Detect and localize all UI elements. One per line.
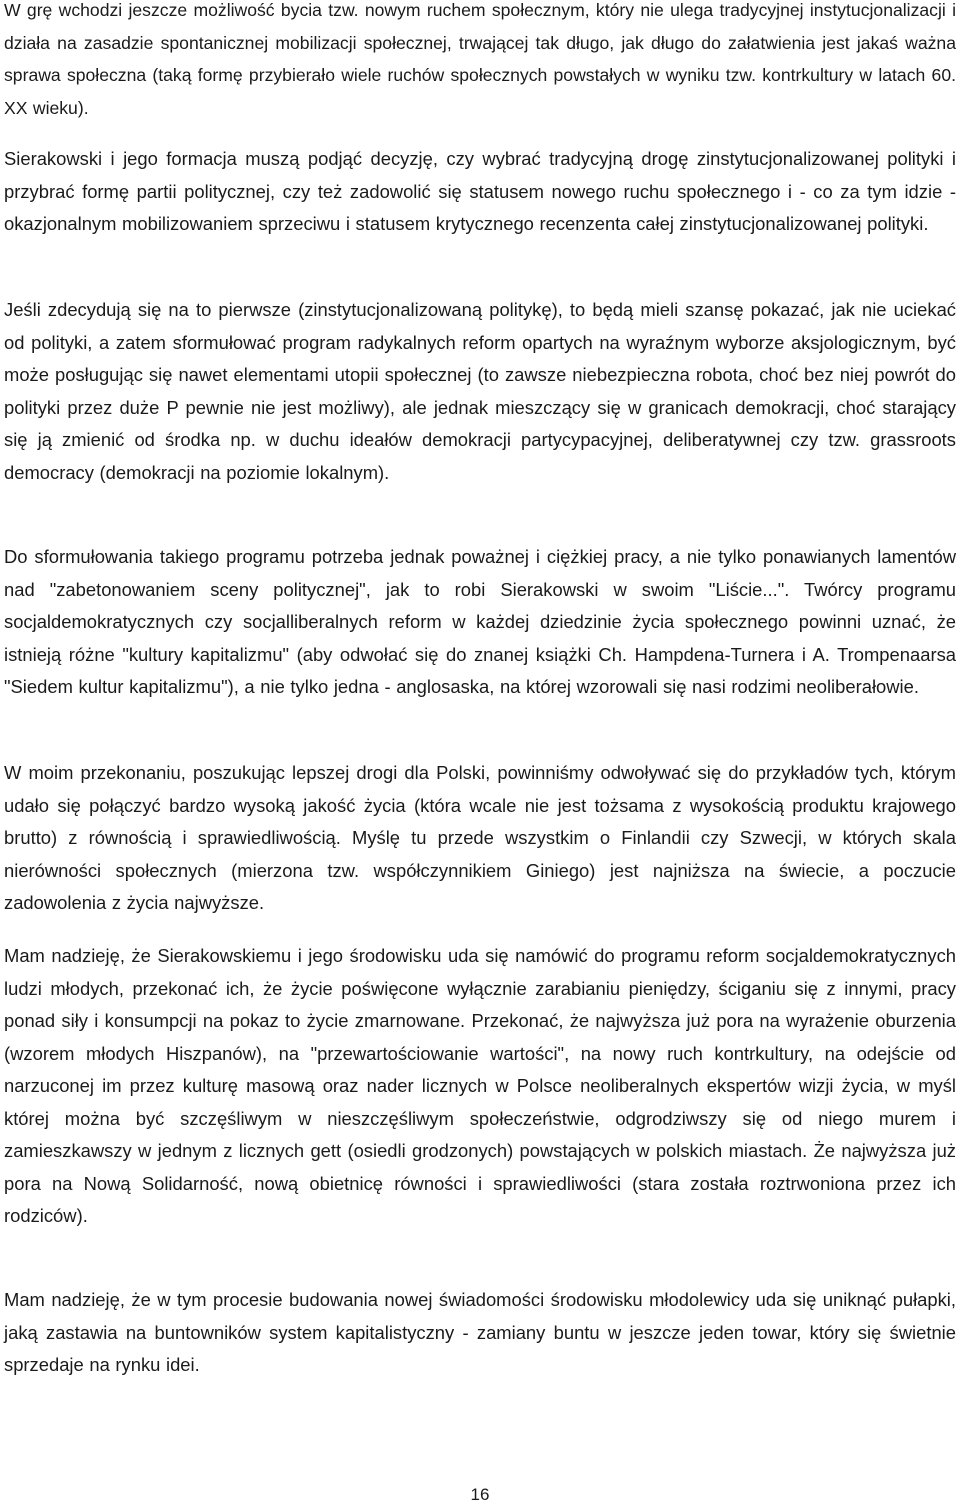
paragraph-1: W grę wchodzi jeszcze możliwość bycia tzw. nowym ruchem społecznym, który nie ulega tradycyjnej instytucjonalizacji i działa na zasadzie spontanicznej mobilizacji społecznej, trwającej tak długo, jak długo do załatwienia jest jakaś ważna sprawa społeczna (taką formę przybierało wiele ruchów społecznych powstałych w wyniku tzw. kontrkultury w latach 60. XX wieku). xyxy=(4,0,956,118)
paragraph-7: Mam nadzieję, że w tym procesie budowania nowej świadomości środowisku młodolewicy uda się uniknąć pułapki, jaką zastawia na buntowników system kapitalistyczny - zamiany buntu w jeszcze jeden towar, który się świetnie sprzedaje na rynku idei. xyxy=(4,1289,956,1375)
paragraph-6: Mam nadzieję, że Sierakowskiemu i jego środowisku uda się namówić do programu reform socjaldemokratycznych ludzi młodych, przekonać ich, że życie poświęcone wyłącznie zarabianiu pieniędzy, ściganiu się z innymi, pracy ponad siły i konsumpcji na pokaz to życie zmarnowane. Przekonać, że najwyższa już pora na wyrażenie oburzenia (wzorem młodych Hiszpanów), na "przewartościowanie wartości", na nowy ruch kontrkultury, na odejście od narzuconej im przez kulturę masową oraz nader licznych w Polsce neoliberalnych ekspertów wizji życia, w myśl której można być szczęśliwym w nieszczęśliwym społeczeństwie, odgrodziwszy się od niego murem i zamieszkawszy w jednym z licznych gett (osiedli grodzonych) powstających w polskich miastach. Że najwyższa już pora na Nową Solidarność, nową obietnicę równości i sprawiedliwości (stara została roztrwoniona przez ich rodziców). xyxy=(4,945,956,1226)
paragraph-5: W moim przekonaniu, poszukując lepszej drogi dla Polski, powinniśmy odwoływać się do przykładów tych, którym udało się połączyć bardzo wysoką jakość życia (która wcale nie jest tożsama z wysokością produktu krajowego brutto) z równością i sprawiedliwością. Myślę tu przede wszystkim o Finlandii czy Szwecji, w których skala nierówności społecznych (mierzona tzw. współczynnikiem Giniego) jest najniższa na świecie, a poczucie zadowolenia z życia najwyższe. xyxy=(4,762,956,913)
paragraph-2: Sierakowski i jego formacja muszą podjąć decyzję, czy wybrać tradycyjną drogę zinstytucjonalizowanej polityki i przybrać formę partii politycznej, czy też zadowolić się statusem nowego ruchu społecznego i - co za tym idzie - okazjonalnym mobilizowaniem sprzeciwu i statusem krytycznego recenzenta całej zinstytucjonalizowanej polityki. xyxy=(4,148,956,234)
paragraph-3: Jeśli zdecydują się na to pierwsze (zinstytucjonalizowaną politykę), to będą mieli szansę pokazać, jak nie uciekać od polityki, a zatem sformułować program radykalnych reform opartych na wyraźnym wyborze aksjologicznym, być może posługując się nawet elementami utopii społecznej (to zawsze niebezpieczna robota, choć bez niej powrót do polityki przez duże P pewnie nie jest możliwy), ale jednak mieszczący się w granicach demokracji, choć starający się ją zmienić od środka np. w duchu ideałów demokracji partycypacyjnej, deliberatywnej czy tzw. grassroots democracy (demokracji na poziomie lokalnym). xyxy=(4,299,956,483)
paragraph-4: Do sformułowania takiego programu potrzeba jednak poważnej i ciężkiej pracy, a nie tylko ponawianych lamentów nad "zabetonowaniem sceny politycznej", jak to robi Sierakowski w swoim "Liście...". Twórcy programu socjaldemokratycznych czy socjalliberalnych reform w każdej dziedzinie życia społecznego powinni uznać, że istnieją różne "kultury kapitalizmu" (aby odwołać się do znanej książki Ch. Hampdena-Turnera i A. Trompenaarsa "Siedem kultur kapitalizmu"), a nie tylko jedna - anglosaska, na której wzorowali się nasi rodzimi neoliberałowie. xyxy=(4,546,956,697)
page-number: 16 xyxy=(470,1485,490,1504)
